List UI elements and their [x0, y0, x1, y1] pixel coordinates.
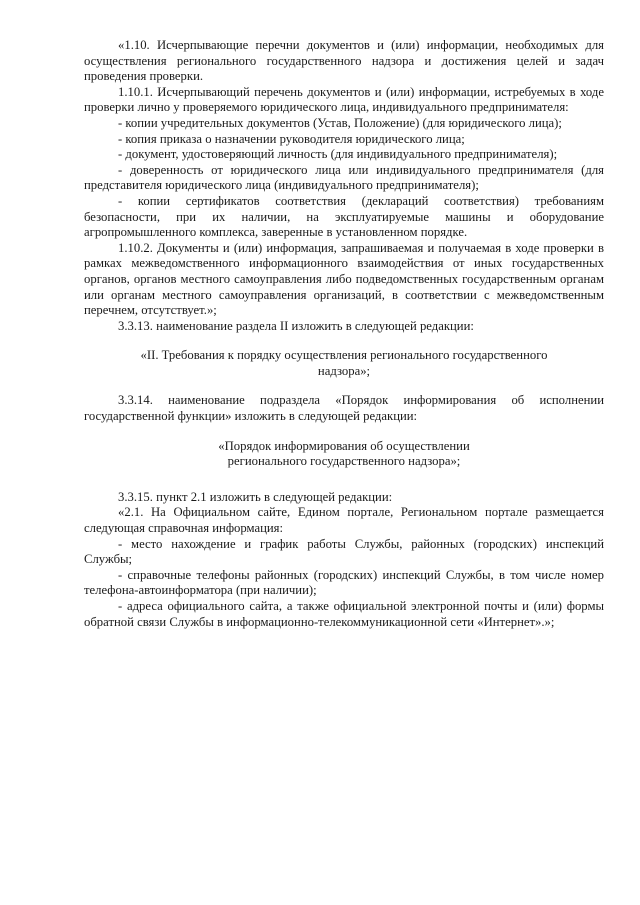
paragraph-1-10-2: 1.10.2. Документы и (или) информация, запрашиваемая и получаемая в ходе проверки в рамках межведомственного информационного взаимодействия от иных государственных органов, органов местного самоуправления либо подведомственных государственным органам или органам местного самоуправления организаций, в соответствии с межведомственным перечнем, отсутствует.»;: [84, 240, 604, 318]
list-item-founding-docs: - копии учредительных документов (Устав, Положение) (для юридического лица);: [118, 115, 562, 130]
paragraph-2-1: «2.1. На Официальном сайте, Едином портале, Региональном портале размещается следующая справочная информация:: [84, 505, 604, 536]
list-item-location-schedule: - место нахождение и график работы Службы, районных (городских) инспекций Службы;: [84, 536, 604, 567]
list-item-power-of-attorney: - доверенность от юридического лица или индивидуального предпринимателя (для представителя юридического лица (индивидуального предпринимателя);: [84, 162, 604, 193]
list-item-identity-document: - документ, удостоверяющий личность (для индивидуального предпринимателя);: [118, 147, 558, 162]
subsection-heading-line-1: «Порядок информирования об осуществлении: [218, 438, 470, 453]
document-page: [84, 38, 604, 630]
list-item-appointment-order: - копия приказа о назначении руководителя юридического лица;: [118, 131, 465, 146]
subsection-heading-line-2: регионального государственного надзора»;: [227, 454, 461, 469]
paragraph-1-10-1: 1.10.1. Исчерпывающий перечень документов и (или) информации, истребуемых в ходе проверки лично у проверяемого юридического лица, индивидуального предпринимателя:: [84, 84, 604, 115]
paragraph-3-3-13: 3.3.13. наименование раздела II изложить в следующей редакции:: [118, 318, 474, 333]
list-item-reference-phones: - справочные телефоны районных (городских) инспекций Службы, в том числе номер телефона-автоинформатора (при наличии);: [84, 567, 604, 598]
paragraph-3-3-15: 3.3.15. пункт 2.1 изложить в следующей редакции:: [118, 489, 393, 504]
paragraph-1-10: «1.10. Исчерпывающие перечни документов и (или) информации, необходимых для осуществления регионального государственного надзора и достижения целей и задач проведения проверки.: [84, 38, 604, 84]
list-item-certificates: - копии сертификатов соответствия (деклараций соответствия) требованиям безопасности, при их наличии, на эксплуатируемые машины и оборудование агропромышленного комплекса, заверенные в установленном порядке.: [84, 193, 604, 240]
list-item-website-email: - адреса официального сайта, а также официальной электронной почты и (или) формы обратной связи Службы в информационно-телекоммуникационной сети «Интернет».»;: [84, 599, 604, 629]
section-ii-heading: «II. Требования к порядку осуществления регионального государственного надзора»;: [140, 348, 548, 378]
paragraph-3-3-14: 3.3.14. наименование подраздела «Порядок информирования об исполнении государственной функции» изложить в следующей редакции:: [84, 393, 604, 424]
